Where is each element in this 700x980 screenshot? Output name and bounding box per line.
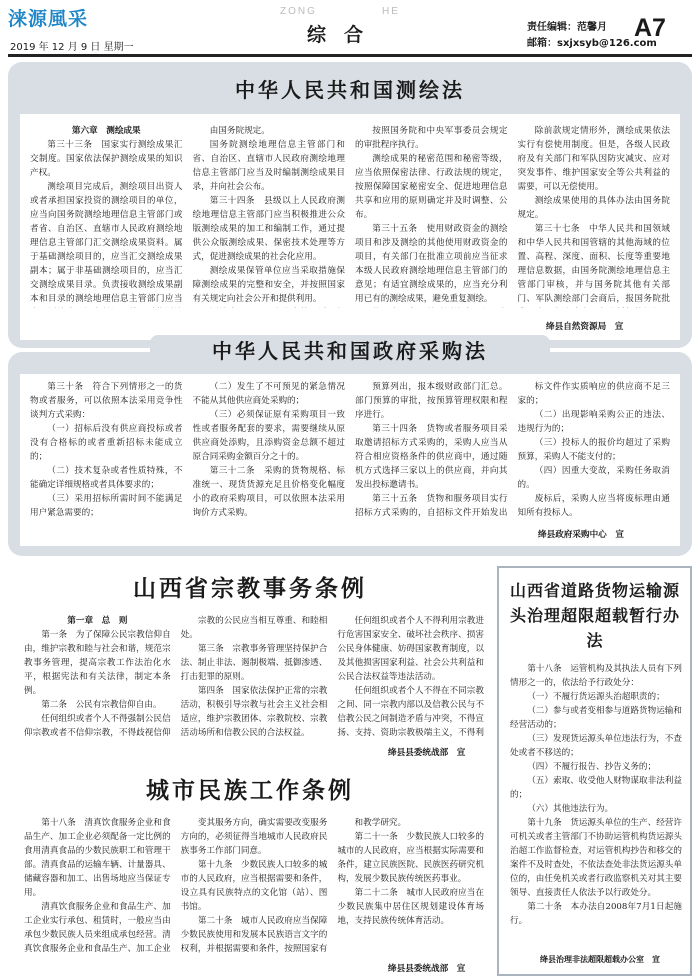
section-name: 综合: [307, 24, 382, 46]
article-column: [193, 124, 346, 308]
article-paragraph: 测绘项目完成后，测绘项目出资人或者承担国家投资的测绘项目的单位，应当向国务院测绘地理信息主管部门或者省、自治区、直辖市人民政府测绘地理信息主管部门汇交测绘成果资料。属于基础测绘项目的，应当汇交测绘成果副本；属于非基础测绘项目的，应当汇交测绘成果目录。负责接收测绘成果副本和目录的测绘地理信息主管部门应当: [30, 182, 183, 304]
article-column: [193, 380, 346, 520]
article-column: [337, 816, 484, 956]
header-rule: [8, 54, 692, 57]
article-paragraph: （三）采用招标所需时间不能满足用户紧急需要的；: [30, 494, 183, 518]
article-paragraph: 第二十一条 少数民族人口较多的城市的人民政府，应当根据实际需要和条件，建立民族医院、民族医药研究机构，发展少数民族传统医药事业。: [337, 832, 485, 884]
article-paragraph: 预算列出，报本级财政部门汇总。部门预算的审批，按预算管理权限和程序进行。: [355, 382, 508, 420]
article-paragraph: 国务院测绘地理信息主管部门和省、自治区、直辖市人民政府测绘地理信息主管部门应当及时编制测绘成果目录，并向社会公布。: [192, 140, 345, 192]
article-byline-religion: 绛县县委统战部 宣: [388, 748, 466, 758]
article-paragraph: 第十八条 清真饮食服务企业和食品生产、加工企业必须配备一定比例的食用清真食品的少数民族职工和管理干部。清真食品的运输车辆、计量器具、储藏容器和加工、出售场地应当保证专用。: [24, 818, 171, 898]
article-column: [510, 662, 682, 944]
article-title-freight: 山西省道路货物运输源头治理超限超载暂行办法: [509, 581, 680, 650]
article-paragraph: 第三十七条 中华人民共和国领域和中华人民共和国管辖的其他海域的位置、高程、深度、面积、长度等重要地理信息数据，由国务院测绘地理信息主管部门审核，并与国务院其他有关部门、军队测绘部门会商后，报国务院批: [517, 224, 670, 304]
article-paragraph: （五）索取、收受他人财物谋取非法利益的；: [510, 776, 682, 800]
article-title-ethnic: 城市民族工作条例: [146, 777, 354, 804]
article-paragraph: 测绘成果的秘密范围和秘密等级，应当依照保密法律、行政法规的规定，按照保障国家秘密安全、促进地理信息共享和应用的原则确定并及时调整、公布。: [355, 154, 508, 220]
article-paragraph: 第三条 宗教事务管理坚持保护合法、制止非法、遏制极端、抵御渗透、打击犯罪的原则。: [180, 644, 328, 682]
article-paragraph: 第四条 国家依法保护正常的宗教活动，积极引导宗教与社会主义社会相适应，维护宗教团体、宗教院校、宗教活动场所和信教公民的合法权益。: [180, 686, 328, 738]
article-paragraph: 第三十五条 使用财政资金的测绘项目和涉及测绘的其他使用财政资金的项目，有关部门在批准立项前应当征求本级人民政府测绘地理信息主管部门的意见；有适宜测绘成果的，应当充分利用已有的测绘成果，避免重复测绘。: [355, 224, 508, 304]
article-paragraph: 第二条 公民有宗教信仰自由。: [41, 700, 162, 710]
article-paragraph: 第六章 测绘成果: [71, 126, 141, 136]
article-paragraph: 任何组织或者个人不得利用宗教进行危害国家安全、破坏社会秩序、损害公民身体健康、妨碍国家教育制度，以及其他损害国家利益、社会公共利益和公民合法权益等违法活动。: [337, 616, 485, 682]
article-column: [181, 614, 328, 740]
section-pinyin-right: HE: [382, 6, 400, 17]
article-paragraph: 第一章 总 则: [67, 616, 128, 626]
article-paragraph: 任何组织或者个人不得强制公民信仰宗教或者不信仰宗教，不得歧视信仰: [24, 714, 171, 738]
article-paragraph: （四）不履行报告、抄告义务的；: [527, 762, 657, 772]
article-paragraph: [193, 306, 346, 308]
article-paragraph: （一）招标后没有供应商投标或者没有合格标的或者重新招标未能成立的；: [30, 424, 183, 462]
article-text-religion: [24, 614, 484, 740]
article-byline-procurement: 绛县政府采购中心 宣: [538, 530, 624, 540]
article-title-religion: 山西省宗教事务条例: [133, 575, 367, 602]
article-paragraph: 测绘成果保管单位应当采取措施保障测绘成果的完整和安全，并按照国家有关规定向社会公开和提供利用。: [192, 266, 345, 304]
page-number: A7: [634, 14, 666, 42]
article-column: [30, 380, 183, 520]
article-paragraph: 由国务院规定。: [209, 126, 270, 136]
article-column: [24, 816, 171, 956]
article-paragraph: （四）因重大变故，采购任务取消的。: [517, 466, 670, 490]
article-paragraph: 测绘成果使用的具体办法由国务院规定。: [517, 196, 670, 220]
article-paragraph: 第三十条 符合下列情形之一的货物或者服务，可以依照本法采用竞争性谈判方式采购：: [30, 382, 183, 420]
article-paragraph: 变其服务方向，确实需要改变服务方向的，必须征得当地城市人民政府民族事务工作部门同意。: [180, 818, 328, 856]
article-paragraph: 宗教的公民应当相互尊重、和睦相处。: [180, 616, 328, 640]
article-text-freight: [510, 662, 682, 944]
article-paragraph: 第三十三条 国家实行测绘成果汇交制度。国家依法保护测绘成果的知识产权。: [30, 140, 183, 178]
article-paragraph: 第三十五条 货物和服务项目实行招标方式采购的，自招标文件开始发出: [355, 494, 508, 518]
article-paragraph: 废标后，采购人应当将废标理由通知所有投标人。: [517, 494, 670, 518]
article-text-ethnic: [24, 816, 484, 956]
masthead: [0, 0, 700, 60]
article-paragraph: 第二十二条 城市人民政府应当在少数民族集中居住区规划建设体育场地，支持民族传统体育活动。: [337, 888, 485, 926]
article-paragraph: 第三十四条 货物或者服务项目采取邀请招标方式采购的，采购人应当从符合相应资格条件的供应商中，通过随机方式选择三家以上的供应商，并向其发出投标邀请书。: [355, 424, 508, 490]
article-paragraph: （三）必须保证原有采购项目一致性或者服务配套的要求，需要继续从原供应商处添购，且添购资金总额不超过原合同采购金额百分之十的。: [192, 410, 345, 462]
article-byline-freight: 绛县治理非法超限超载办公室 宣: [540, 955, 660, 964]
article-byline-surveying: 绛县自然资源局 宣: [546, 322, 624, 332]
article-paragraph: 第十九条 少数民族人口较多的城市的人民政府，应当根据需要和条件，设立具有民族特点的文化馆（站）、图书馆。: [180, 860, 328, 912]
article-paragraph: 第二十条 城市人民政府应当保障少数民族使用和发展本民族语言文字的权利，并根据需要和条件，按照国家有: [180, 916, 328, 954]
article-paragraph: 和教学研究。: [354, 818, 407, 828]
article-column: [24, 614, 171, 740]
article-paragraph: 标文件作实质响应的供应商不足三家的；: [517, 382, 670, 406]
issue-date: 2019 年 12 月 9 日 星期一: [10, 42, 134, 53]
article-paragraph: 第二十条 本办法自2008年7月1日起施行。: [510, 902, 682, 926]
article-paragraph: 第三十二条 采购的货物规格、标准统一、现货货源充足且价格变化幅度小的政府采购项目，可以依照本法采用询价方式采购。: [192, 466, 345, 518]
article-paragraph: 任何组织或者个人不得在不同宗教之间、同一宗教内部以及信教公民与不信教公民之间制造矛盾与冲突，不得宣扬、支持、资助宗教极端主义，不得利: [337, 686, 485, 738]
article-paragraph: （一）不履行货运源头治超职责的；: [527, 692, 665, 702]
article-column: [518, 380, 671, 520]
article-paragraph: 第十八条 运管机构及其执法人员有下列情形之一的，依法给予行政处分：: [510, 664, 682, 688]
section-pinyin-left: ZONG: [280, 6, 317, 17]
article-paragraph: （六）其他违法行为。: [527, 804, 614, 814]
article-paragraph: 除前款规定情形外，测绘成果依法实行有偿使用制度。但是，各级人民政府及有关部门和军队因防灾减灾、应对突发事件、维护国家安全等公共利益的需要，可以无偿使用。: [517, 126, 670, 192]
article-byline-ethnic: 绛县县委统战部 宣: [388, 964, 466, 974]
article-paragraph: （三）投标人的报价均超过了采购预算，采购人不能支付的；: [517, 438, 670, 462]
article-title-procurement: 中华人民共和国政府采购法: [150, 335, 550, 364]
article-paragraph: （二）技术复杂或者性质特殊，不能确定详细规格或者具体要求的；: [30, 466, 183, 490]
article-paragraph: 第一条 为了保障公民宗教信仰自由，维护宗教和睦与社会和谐，规范宗教事务管理，提高宗教工作法治化水平，根据宪法和有关法律，制定本条例。: [24, 630, 171, 696]
article-paragraph: 清真饮食服务企业和食品生产、加工企业实行承包、租赁时，一般应当由承包少数民族人员来组成承包经营。清真饮食服务企业和食品生产、加工企业: [24, 902, 171, 954]
article-column: [30, 124, 183, 308]
article-paragraph: 第十九条 货运源头单位的生产、经营许可机关或者主管部门不协助运管机构货运源头治超工作监督检查，对运管机构抄告和移交的案件不及时查处，不依法查处非法货运源头单位的，由任免机关或者行政监察机关对其主要领导、直接责任人依法予以行政处分。: [510, 818, 682, 898]
article-paragraph: （二）参与或者变相参与道路货物运输和经营活动的；: [510, 706, 682, 730]
article-text-procurement: [30, 380, 670, 520]
article-paragraph: 第三十四条 县级以上人民政府测绘地理信息主管部门应当积极推进公众版测绘成果的加工和编制工作，通过提供公众版测绘成果、保密技术处理等方式，促进测绘成果的社会化应用。: [192, 196, 345, 262]
article-column: [337, 614, 484, 740]
article-column: [355, 124, 508, 308]
article-column: [181, 816, 328, 956]
article-column: [518, 124, 671, 308]
article-paragraph: （三）发现货运源头单位违法行为，不查处或者不移送的；: [510, 734, 682, 758]
article-title-surveying: 中华人民共和国测绘法: [235, 78, 465, 102]
article-text-surveying: [30, 124, 670, 308]
newspaper-logo: 涞源風采: [8, 8, 89, 30]
article-paragraph: （二）发生了不可预见的紧急情况不能从其他供应商处采购的；: [192, 382, 345, 406]
article-paragraph: （二）出现影响采购公正的违法、违规行为的；: [517, 410, 670, 434]
editor-email: 邮箱：sxjxsyb@126.com: [527, 38, 657, 49]
editor-credit: 责任编辑：范馨月: [527, 22, 607, 33]
article-paragraph: 按照国务院和中央军事委员会规定的审批程序执行。: [355, 126, 508, 150]
article-column: [355, 380, 508, 520]
article-paragraph: [355, 306, 508, 308]
